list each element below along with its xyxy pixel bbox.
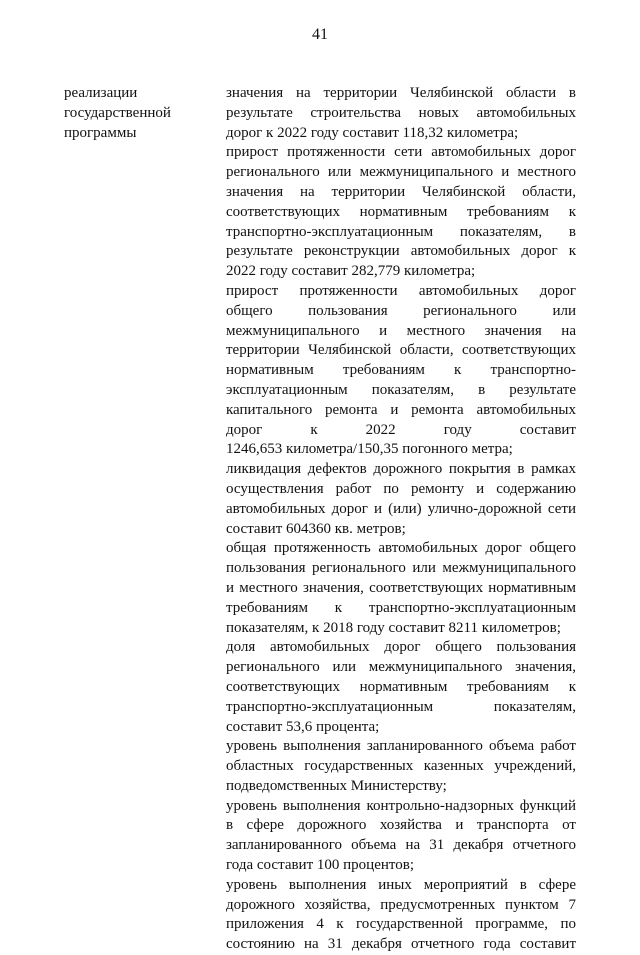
- text-line: прирост протяженности автомобильных дорог: [226, 282, 576, 299]
- text-line: эксплуатационным показателям, в результате: [226, 381, 576, 398]
- text-line: дорог к 2022 году составит 118,32 километра;: [226, 124, 519, 141]
- paragraph: [226, 539, 576, 638]
- right-column-text: [226, 84, 576, 955]
- text-line: результате реконструкции автомобильных дорог к: [226, 243, 576, 260]
- paragraph: [226, 737, 576, 796]
- text-line: межмуниципального и местного значения на: [226, 322, 576, 339]
- text-line: запланированного объема на 31 декабря отчетного: [226, 837, 576, 854]
- text-line: составит 604360 кв. метров;: [226, 520, 406, 537]
- text-line: и местного значения, соответствующих нормативным: [226, 579, 576, 596]
- text-line: пользования регионального или межмуниципального: [226, 560, 576, 577]
- text-line: значения на территории Челябинской области в: [226, 85, 576, 101]
- text-line: прирост протяженности сети автомобильных дорог: [226, 144, 576, 161]
- text-line: нормативным требованиям к транспортно-: [226, 362, 576, 379]
- paragraph: [226, 460, 576, 539]
- text-line: общего пользования регионального или: [226, 302, 576, 319]
- text-line: областных государственных казенных учреждений,: [226, 758, 576, 775]
- paragraph: [226, 797, 576, 876]
- text-line: составит 53,6 процента;: [226, 718, 380, 735]
- text-line: значения на территории Челябинской области,: [226, 183, 576, 200]
- left-column-line: программы: [64, 124, 137, 141]
- text-line: года составит 100 процентов;: [226, 857, 414, 874]
- text-line: уровень выполнения иных мероприятий в сфере: [226, 876, 576, 893]
- left-column-line: реализации: [64, 85, 138, 101]
- text-line: дорог к 2022 году составит: [226, 421, 576, 438]
- text-line: регионального или межмуниципального значения,: [226, 659, 576, 676]
- text-line: доля автомобильных дорог общего пользования: [226, 639, 576, 656]
- text-line: ликвидация дефектов дорожного покрытия в рамках: [226, 461, 576, 478]
- text-line: в сфере дорожного хозяйства и транспорта от: [226, 817, 576, 834]
- text-line: уровень выполнения контрольно-надзорных функций: [226, 797, 576, 814]
- text-line: соответствующих нормативным требованиям к: [226, 203, 576, 220]
- paragraph: [226, 876, 576, 955]
- text-line: состоянию на 31 декабря отчетного года составит: [226, 936, 576, 953]
- text-line: результате строительства новых автомобильных: [226, 104, 576, 121]
- text-line: общая протяженность автомобильных дорог общего: [226, 540, 576, 557]
- text-line: территории Челябинской области, соответствующих: [226, 342, 576, 359]
- text-line: автомобильных дорог и (или) улично-дорожной сети: [226, 500, 576, 517]
- text-line: регионального или межмуниципального и местного: [226, 164, 576, 181]
- text-line: транспортно-эксплуатационным показателям, в: [226, 223, 576, 240]
- left-column-line: государственной: [64, 104, 171, 121]
- text-line: дорожного хозяйства, предусмотренных пунктом 7: [226, 896, 576, 913]
- left-column-label: [64, 84, 214, 143]
- text-line: транспортно-эксплуатационным показателям,: [226, 698, 576, 715]
- paragraph: [226, 638, 576, 737]
- text-line: осуществления работ по ремонту и содержанию: [226, 480, 576, 497]
- paragraph: [226, 143, 576, 282]
- paragraph: [226, 84, 576, 143]
- text-line: капитального ремонта и ремонта автомобильных: [226, 401, 576, 418]
- text-line: подведомственных Министерству;: [226, 777, 447, 794]
- text-line: показателям, к 2018 году составит 8211 километров;: [226, 619, 561, 636]
- text-line: уровень выполнения запланированного объема работ: [226, 738, 576, 755]
- page-number: 41: [312, 26, 328, 43]
- text-line: 1246,653 километра/150,35 погонного метра;: [226, 441, 513, 458]
- text-line: соответствующих нормативным требованиям к: [226, 678, 576, 695]
- paragraph: [226, 282, 576, 460]
- text-line: 2022 году составит 282,779 километра;: [226, 263, 476, 280]
- text-line: требованиям к транспортно-эксплуатационным: [226, 599, 576, 616]
- text-line: приложения 4 к государственной программе, по: [226, 916, 576, 933]
